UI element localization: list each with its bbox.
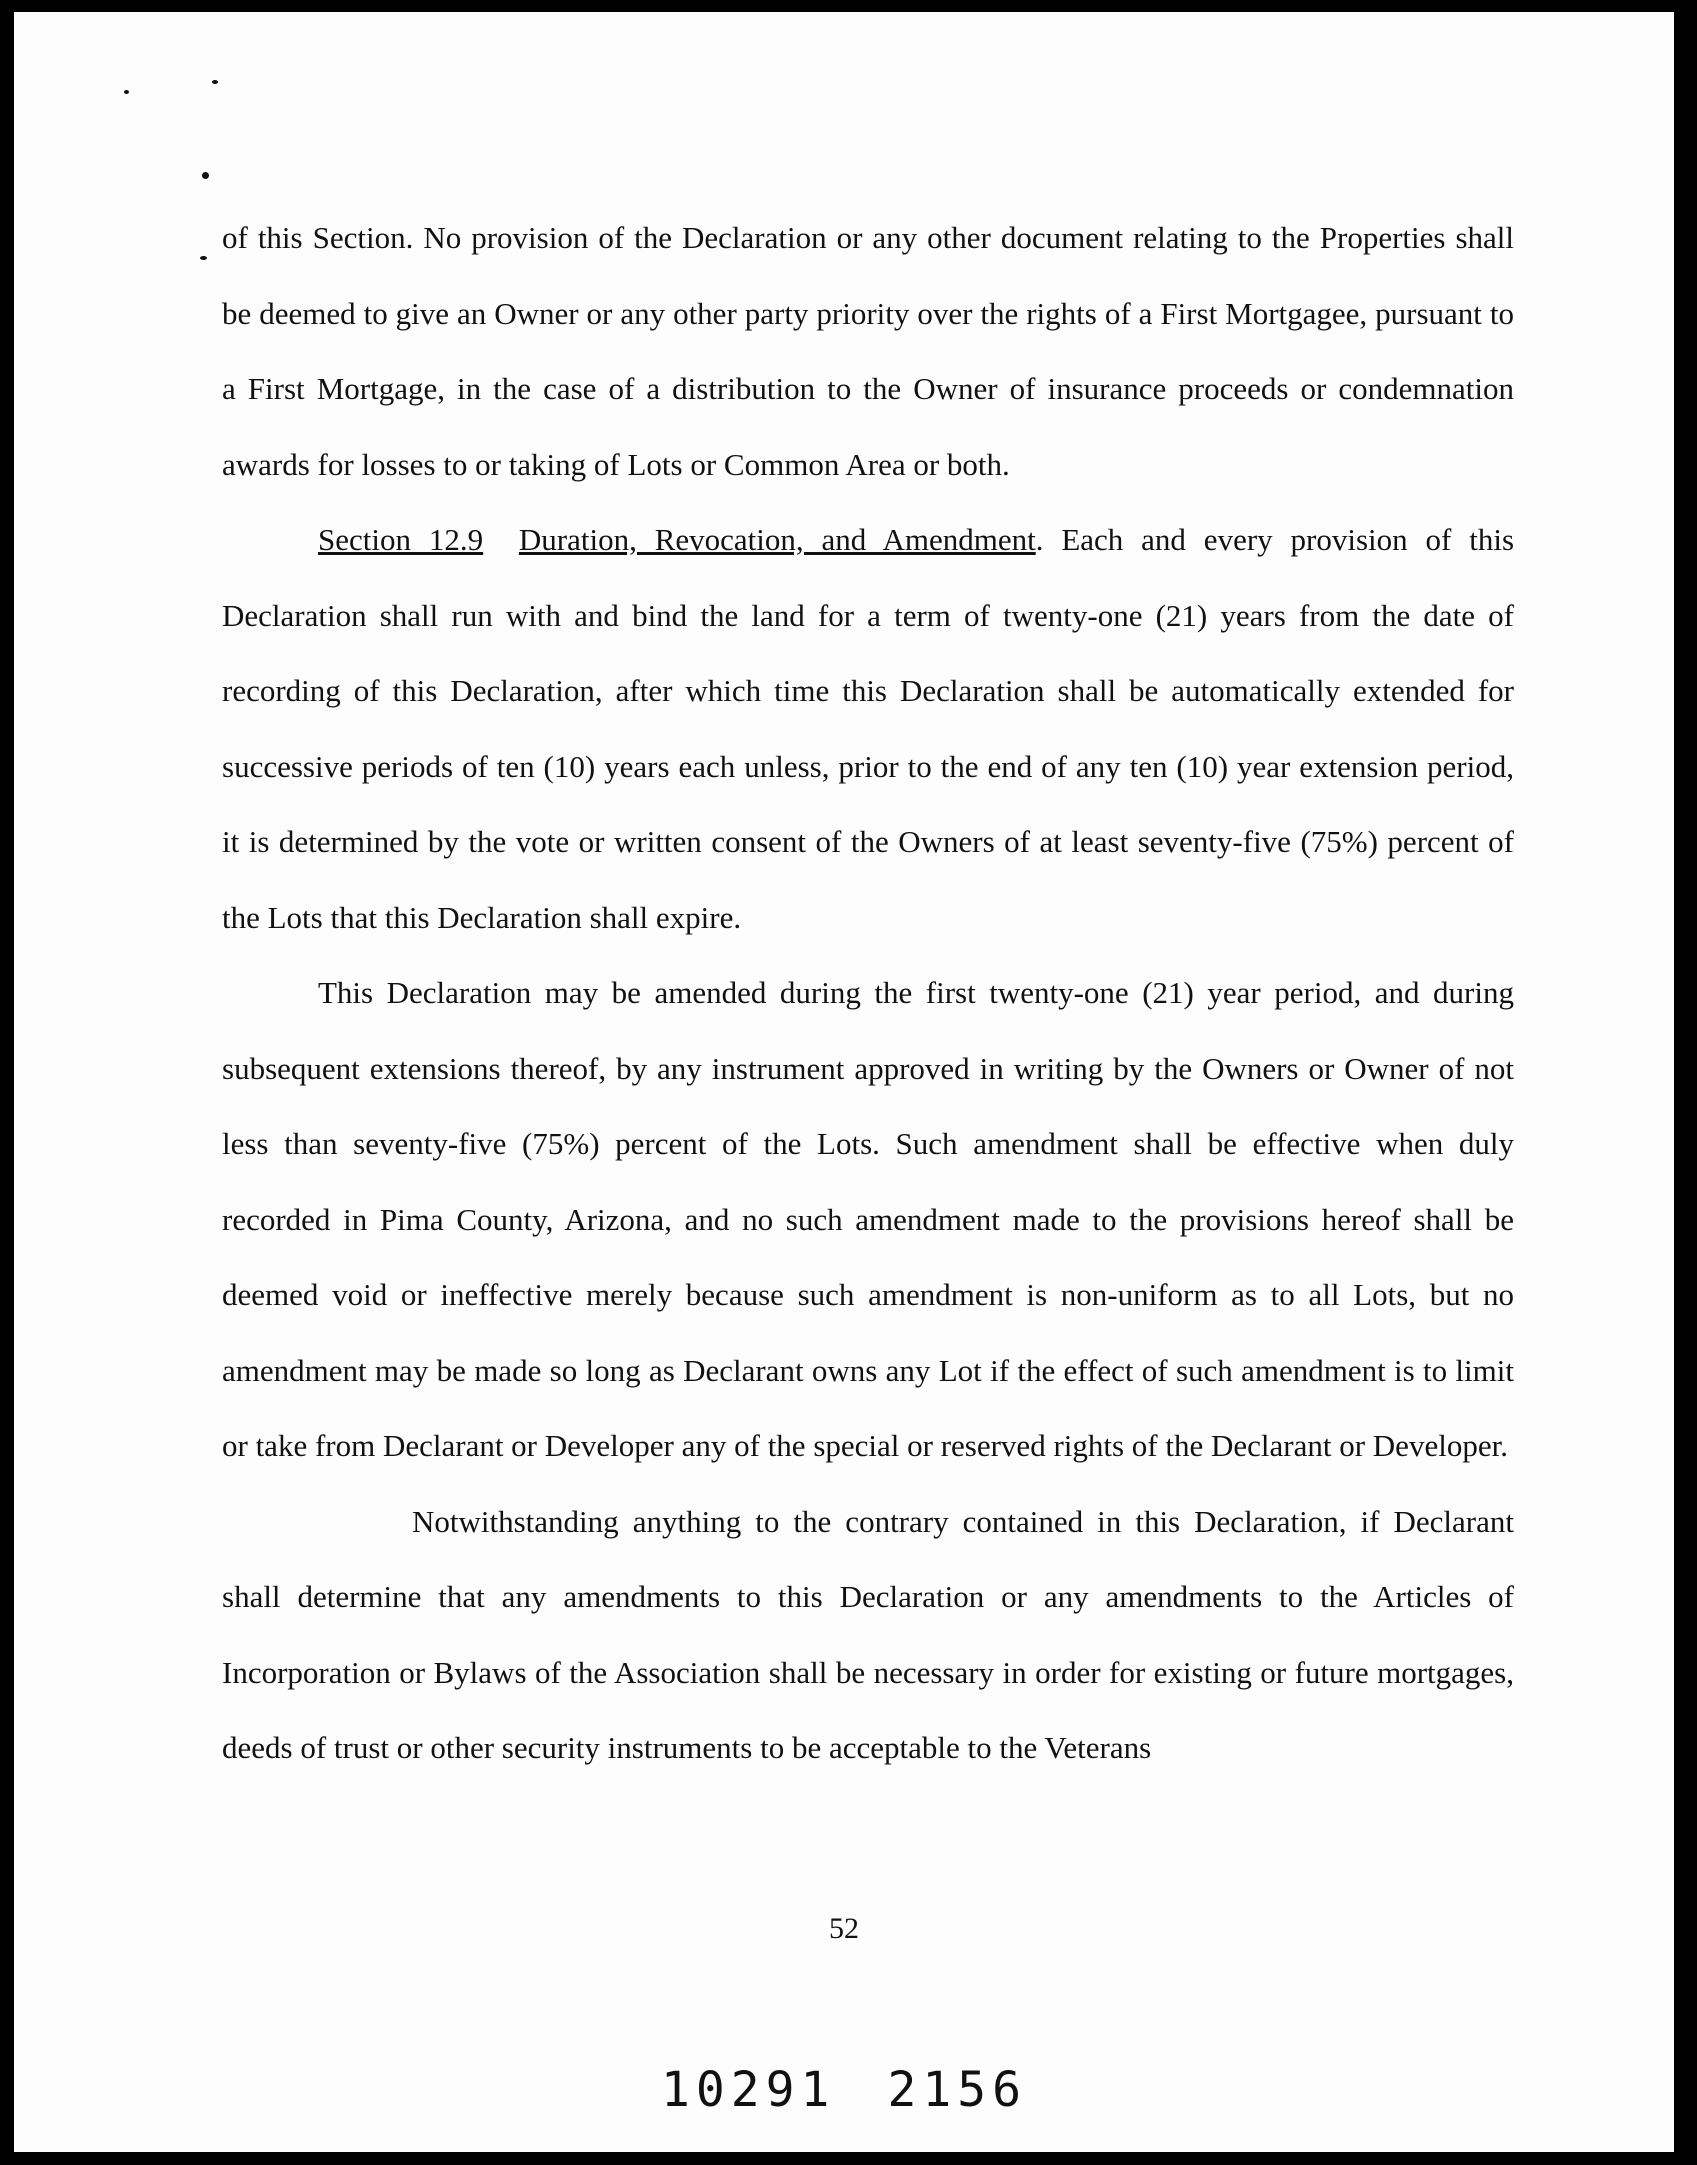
paragraph-text: This Declaration may be amended during the first twenty-one (21) year period, and during subsequent extensions thereof, by any instrument approved in writing by the Owners or Owner of not less than seventy-five (75%) percent of the Lots. Such amendment shall be effective when duly recorded in Pima County, Arizona, and no such amendment made to the provisions hereof shall be deemed void or ineffective merely because such amendment is non-uniform as to all Lots, but no amendment may be made so long as Declarant owns any Lot if the effect of such amendment is to limit or take from Declarant or Developer any of the special or reserved rights of the Declarant or Developer.: [222, 975, 1514, 1463]
document-page: [14, 12, 1674, 2152]
paragraph-notwithstanding: [222, 1484, 1514, 1786]
scan-speck: [212, 80, 218, 84]
section-number: Section 12.9: [318, 522, 484, 557]
paragraph-text: of this Section. No provision of the Declaration or any other document relating to the Properties shall be deemed to give an Owner or any other party priority over the rights of a First Mortgagee, pursuant to a First Mortgage, in the case of a distribution to the Owner of insurance proceeds or condemnation awards for losses to or taking of Lots or Common Area or both.: [222, 220, 1514, 482]
paragraph-continuation: [222, 200, 1514, 502]
scan-speck: [124, 90, 129, 94]
document-body: [222, 200, 1514, 1786]
scan-speck: [200, 256, 207, 260]
scan-speck: [202, 172, 209, 179]
paragraph-amendment: [222, 955, 1514, 1484]
paragraph-section-12-9: [222, 502, 1514, 955]
section-title: Duration, Revocation, and Amendment: [518, 522, 1036, 557]
stamp-left: 10291: [660, 2062, 836, 2118]
paragraph-text: Notwithstanding anything to the contrary contained in this Declaration, if Declarant shall determine that any amendments to this Declaration or any amendments to the Articles of Incorporation or Bylaws of the Association shall be necessary in order for existing or future mortgages, deeds of trust or other security instruments to be acceptable to the Veterans: [222, 1503, 1514, 1765]
paragraph-text: . Each and every provision of this Declaration shall run with and bind the land for a term of twenty-one (21) years from the date of recording of this Declaration, after which time this Declaration shall be automatically extended for successive periods of ten (10) years each unless, prior to the end of any ten (10) year extension period, it is determined by the vote or written consent of the Owners of at least seventy-five (75%) percent of the Lots that this Declaration shall expire.: [222, 522, 1515, 935]
document-stamp: [14, 2062, 1674, 2118]
stamp-right: 2156: [887, 2062, 1028, 2118]
page-number: 52: [829, 1912, 859, 1945]
